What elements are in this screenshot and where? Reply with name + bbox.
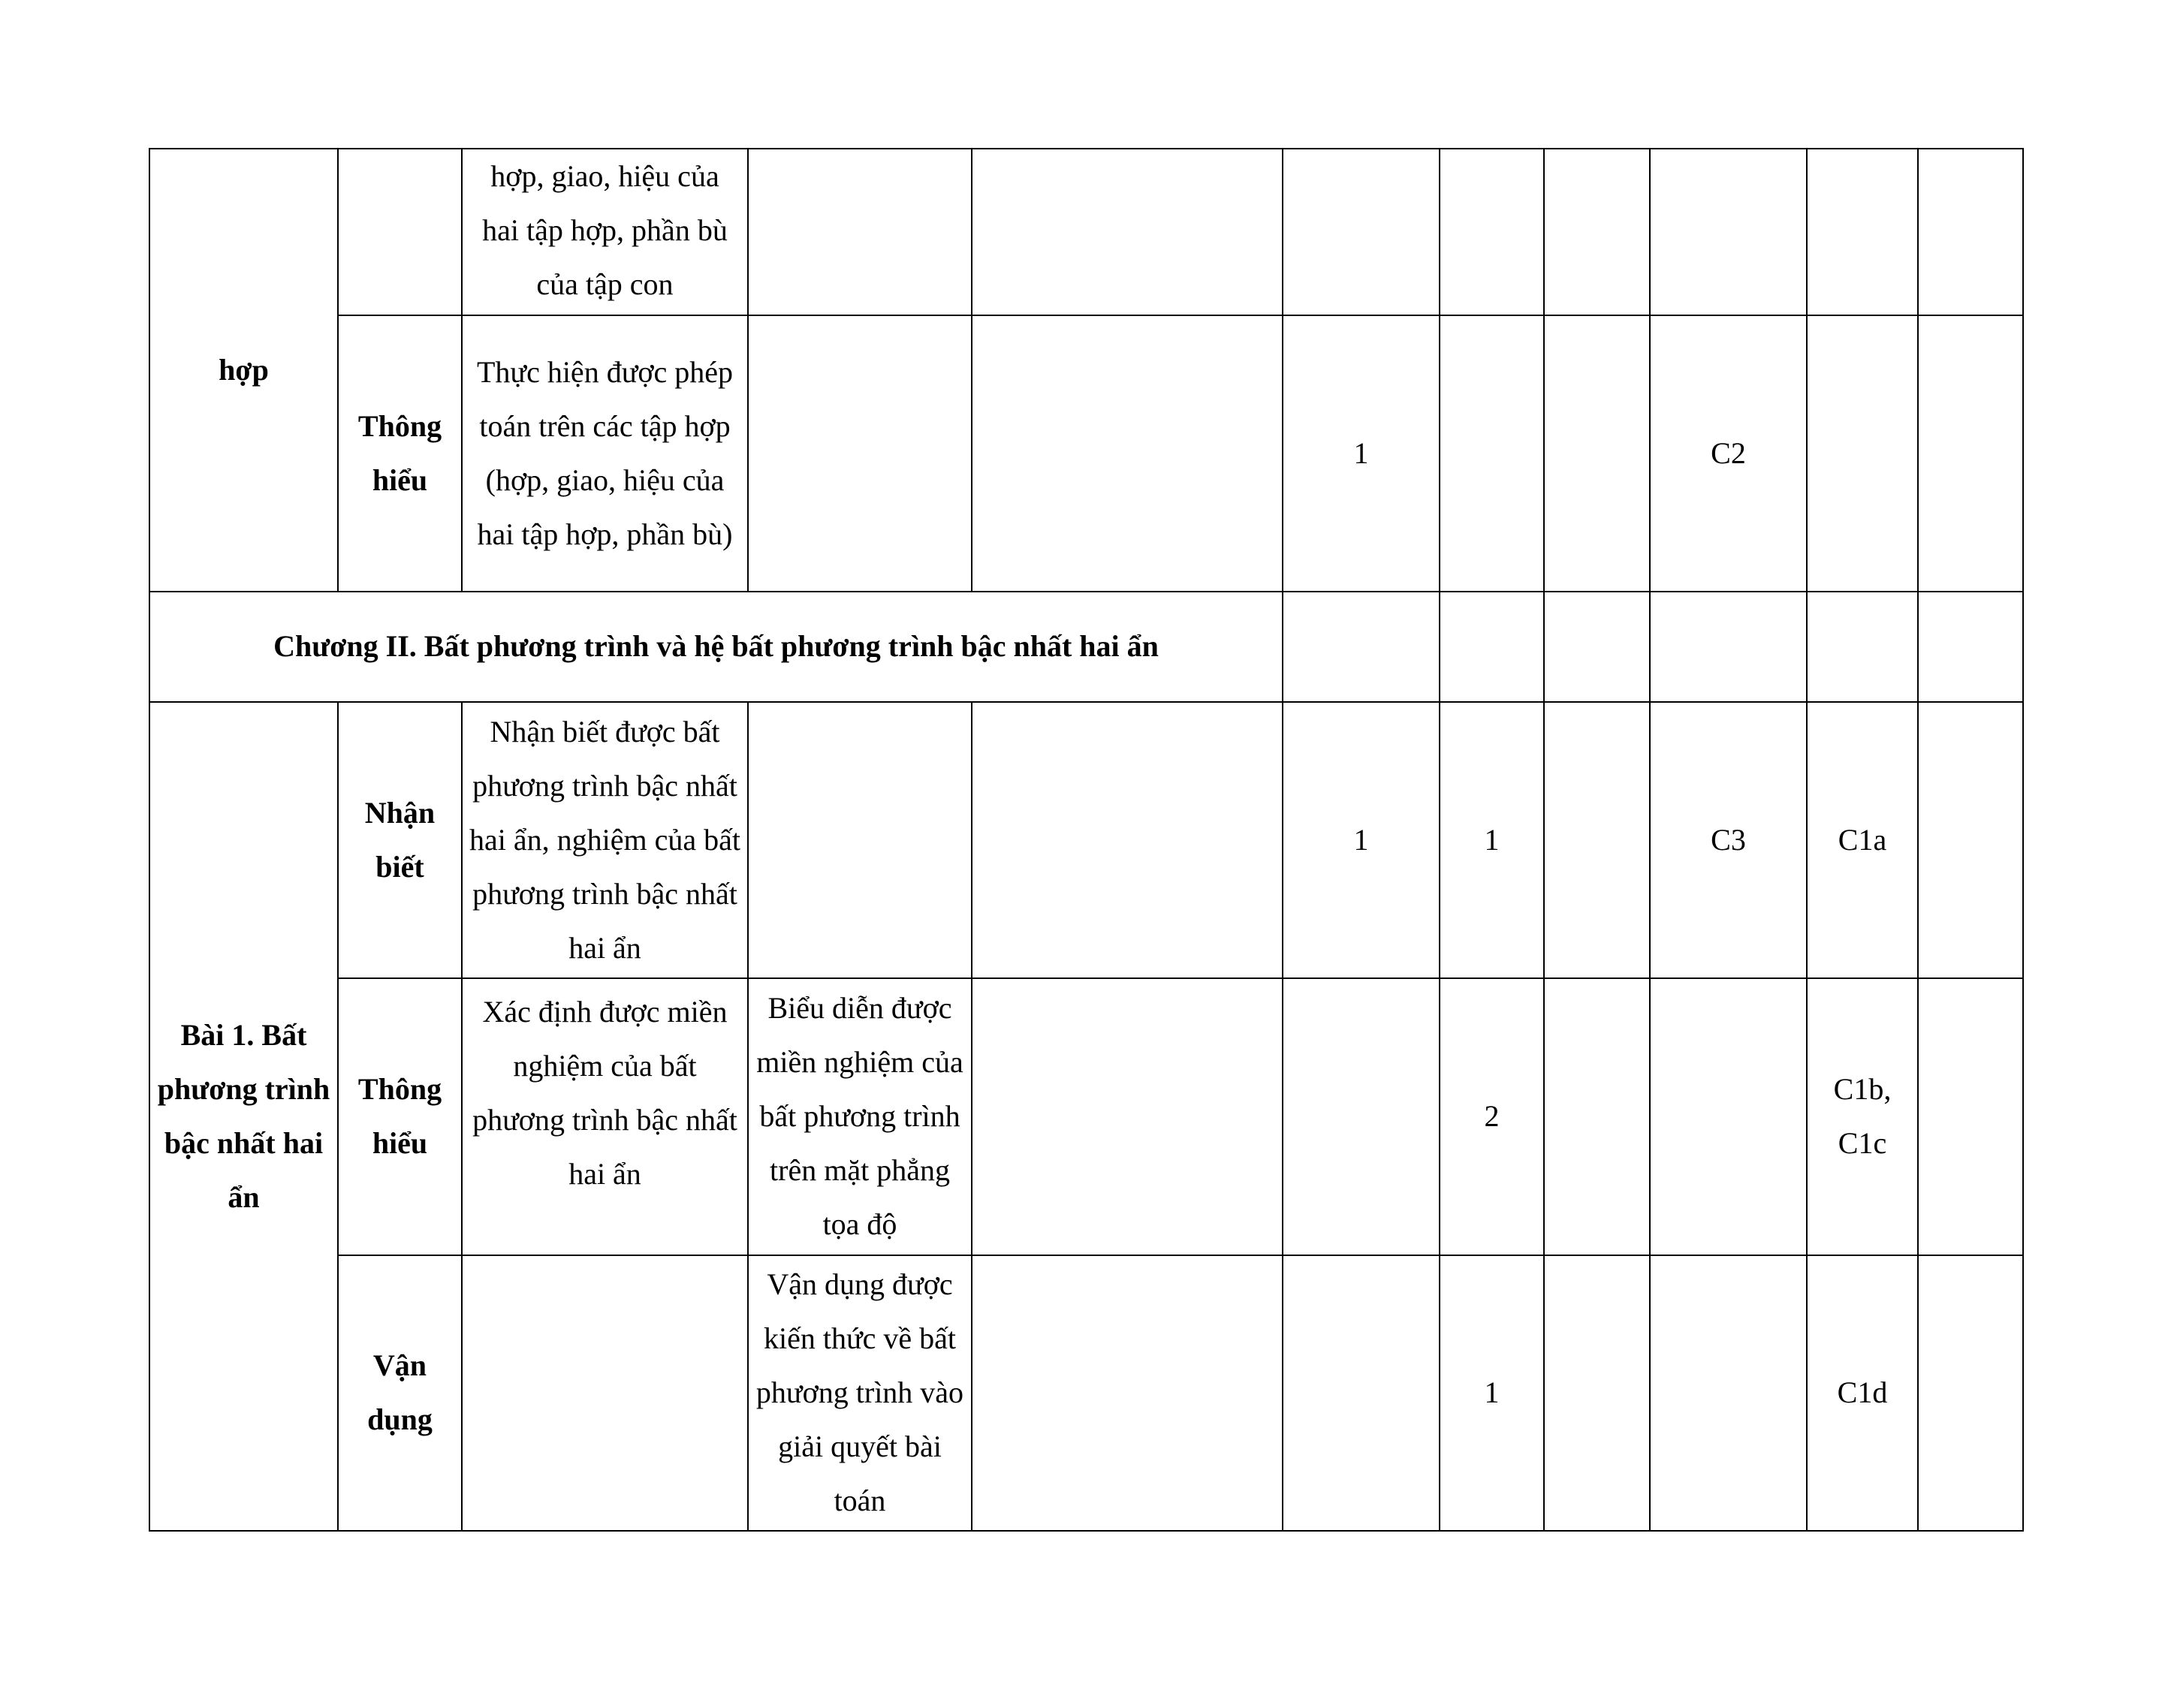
count-cell <box>1544 702 1650 978</box>
count-cell <box>1544 978 1650 1255</box>
count-cell: 1 <box>1283 315 1440 591</box>
count-cell <box>1283 149 1440 315</box>
objective-cell: Xác định được miền nghiệm của bất phương trình bậc nhất hai ẩn <box>462 978 748 1255</box>
empty-cell <box>972 315 1283 591</box>
level-cell: Nhận biết <box>338 702 462 978</box>
question-cell <box>1650 149 1807 315</box>
count-cell <box>1283 1255 1440 1531</box>
question-cell <box>1918 592 2023 702</box>
count-cell <box>1544 592 1650 702</box>
count-cell <box>1440 592 1544 702</box>
question-cell: C1b, C1c <box>1807 978 1918 1255</box>
table-row <box>149 315 2023 591</box>
count-cell <box>1440 149 1544 315</box>
table-row <box>149 978 2023 1255</box>
count-cell: 1 <box>1440 1255 1544 1531</box>
count-cell <box>1283 592 1440 702</box>
question-cell <box>1650 1255 1807 1531</box>
table-row <box>149 702 2023 978</box>
table-row <box>149 149 2023 315</box>
objective-cell: Nhận biết được bất phương trình bậc nhất hai ẩn, nghiệm của bất phương trình bậc nhất hai ẩn <box>462 702 748 978</box>
empty-cell <box>972 978 1283 1255</box>
empty-cell <box>972 1255 1283 1531</box>
question-cell: C2 <box>1650 315 1807 591</box>
level-cell: Thông hiểu <box>338 315 462 591</box>
question-cell <box>1807 315 1918 591</box>
objective-cell: hợp, giao, hiệu của hai tập hợp, phần bù của tập con <box>462 149 748 315</box>
count-cell <box>1544 315 1650 591</box>
question-cell <box>1807 592 1918 702</box>
question-cell <box>1918 149 2023 315</box>
question-cell <box>1918 702 2023 978</box>
table-row <box>149 1255 2023 1531</box>
count-cell <box>1544 1255 1650 1531</box>
question-cell: C3 <box>1650 702 1807 978</box>
count-cell <box>1440 315 1544 591</box>
topic-cell: hợp <box>149 149 338 592</box>
chapter-heading: Chương II. Bất phương trình và hệ bất phương trình bậc nhất hai ẩn <box>149 592 1283 702</box>
objective-cell: Vận dụng được kiến thức về bất phương trình vào giải quyết bài toán <box>748 1255 972 1531</box>
objective-cell <box>748 315 972 591</box>
objective-cell: Thực hiện được phép toán trên các tập hợp (hợp, giao, hiệu của hai tập hợp, phần bù) <box>462 315 748 591</box>
level-cell: Vận dụng <box>338 1255 462 1531</box>
topic-cell: Bài 1. Bất phương trình bậc nhất hai ẩn <box>149 702 338 1531</box>
count-cell <box>1544 149 1650 315</box>
question-cell <box>1918 978 2023 1255</box>
question-cell <box>1918 1255 2023 1531</box>
objective-cell <box>748 149 972 315</box>
level-cell <box>338 149 462 315</box>
question-cell: C1d <box>1807 1255 1918 1531</box>
empty-cell <box>972 149 1283 315</box>
question-cell: C1a <box>1807 702 1918 978</box>
objective-cell <box>462 1255 748 1531</box>
empty-cell <box>972 702 1283 978</box>
specification-table <box>149 148 2024 1532</box>
question-cell <box>1650 592 1807 702</box>
objective-cell: Biểu diễn được miền nghiệm của bất phương trình trên mặt phẳng tọa độ <box>748 978 972 1255</box>
count-cell <box>1283 978 1440 1255</box>
question-cell <box>1918 315 2023 591</box>
count-cell: 2 <box>1440 978 1544 1255</box>
question-cell <box>1807 149 1918 315</box>
level-cell: Thông hiểu <box>338 978 462 1255</box>
chapter-row <box>149 592 2023 702</box>
count-cell: 1 <box>1283 702 1440 978</box>
question-cell <box>1650 978 1807 1255</box>
objective-cell <box>748 702 972 978</box>
count-cell: 1 <box>1440 702 1544 978</box>
